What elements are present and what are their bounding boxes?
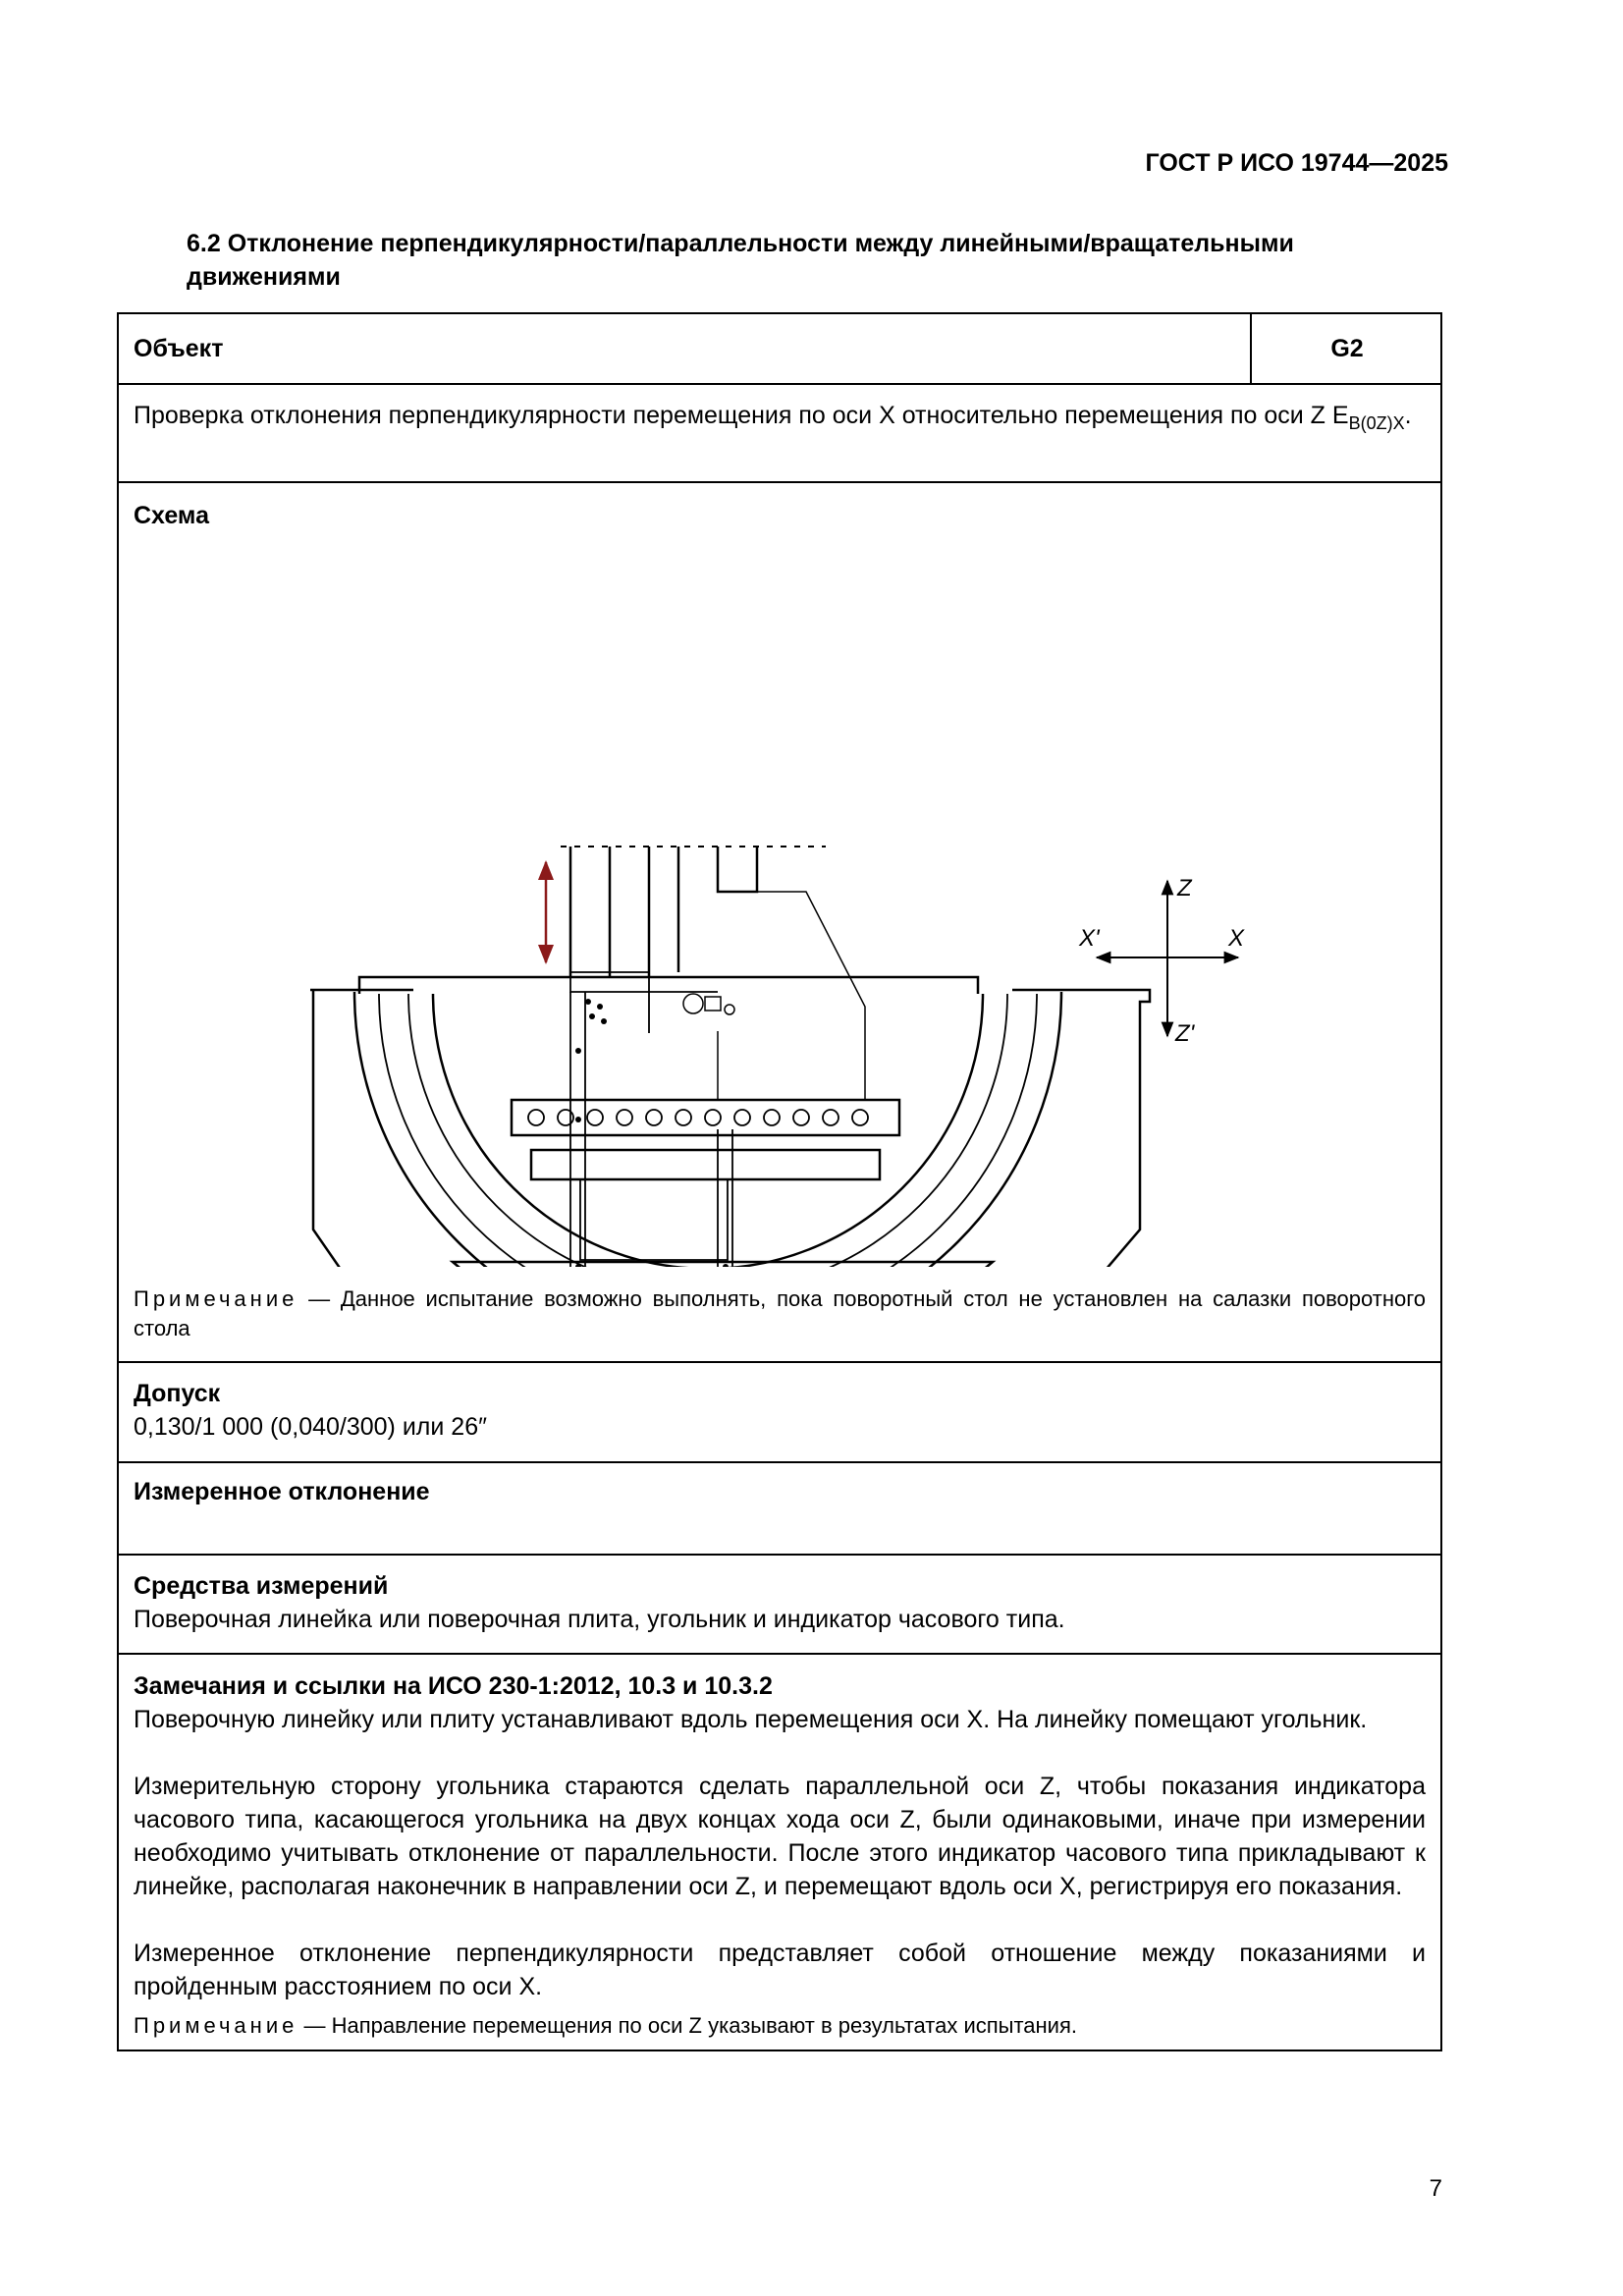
- note-word: Примечание: [134, 2013, 298, 2038]
- row-divider: [119, 1653, 1440, 1655]
- remarks-note: [134, 2011, 1426, 2041]
- row-divider: [119, 1361, 1440, 1363]
- rotary-table: [453, 1262, 993, 1267]
- section-title: 6.2 Отклонение перпендикулярности/параллельности между линейными/вращательными движениями: [187, 230, 1294, 291]
- object-description: [134, 399, 1426, 440]
- remarks-paragraph-1: Поверочную линейку или плиту устанавливают вдоль перемещения оси X. На линейку помещают угольник.: [134, 1706, 1368, 1733]
- object-text: Проверка отклонения перпендикулярности перемещения по оси X относительно перемещения по оси Z E: [134, 402, 1349, 429]
- note-text: — Данное испытание возможно выполнять, пока поворотный стол не установлен на салазки поворотного стола: [134, 1286, 1426, 1340]
- object-subscript: B(0Z)X: [1348, 413, 1405, 433]
- remarks-label: Замечания и ссылки на ИСО 230-1:2012, 10.3 и 10.3.2: [134, 1672, 773, 1700]
- instruments-label: Средства измерений: [134, 1572, 389, 1600]
- scheme-label: Схема: [134, 502, 209, 529]
- axis-label-z-neg: Z': [1175, 1020, 1195, 1047]
- axis-label-x-neg: X': [1079, 925, 1100, 952]
- vertical-column: [570, 847, 678, 977]
- tolerance-label: Допуск: [134, 1380, 221, 1407]
- note-text: — Направление перемещения по оси Z указывают в результатах испытания.: [298, 2013, 1077, 2038]
- remarks-paragraph-2: Измерительную сторону угольника стараются сделать параллельной оси Z, чтобы показания индикатора часового типа, касающегося угольника на двух концах хода оси Z, были одинаковыми, иначе при измерении необходимо учитывать отклонение от параллельности. После этого индикатор часового типа прикладывают к линейке, располагая наконечник в направлении оси Z, и перемещают вдоль оси X, регистрируя его показания.: [134, 1773, 1426, 1900]
- row-divider: [119, 1461, 1440, 1463]
- row-divider: [119, 383, 1440, 385]
- spindle-top: [718, 847, 757, 892]
- test-sheet-table: [117, 312, 1442, 2051]
- tolerance-value: 0,130/1 000 (0,040/300) или 26″: [134, 1413, 487, 1441]
- row-divider: [119, 1554, 1440, 1556]
- dial-indicator: [683, 994, 734, 1014]
- standard-designation: ГОСТ Р ИСО 19744—2025: [1145, 149, 1448, 177]
- table-slide: [531, 1150, 880, 1179]
- object-text-end: .: [1404, 402, 1412, 429]
- measured-label: Измеренное отклонение: [134, 1478, 430, 1505]
- axis-label-z: Z: [1177, 875, 1192, 902]
- object-code: G2: [1330, 335, 1364, 362]
- scheme-drawing: [119, 540, 1440, 1267]
- row-divider: [119, 481, 1440, 483]
- object-label: Объект: [134, 335, 224, 362]
- instruments-text: Поверочная линейка или поверочная плита, угольник и индикатор часового типа.: [134, 1606, 1065, 1633]
- note-word: Примечание: [134, 1286, 298, 1311]
- scheme-note: [134, 1285, 1426, 1343]
- remarks-paragraph-3: Измеренное отклонение перпендикулярности представляет собой отношение между показаниями и пройденным расстоянием по оси X.: [134, 1940, 1426, 2000]
- page-number: 7: [1429, 2175, 1442, 2202]
- cradle-outer-arc: [354, 992, 1061, 1267]
- axis-label-x: X: [1228, 925, 1245, 952]
